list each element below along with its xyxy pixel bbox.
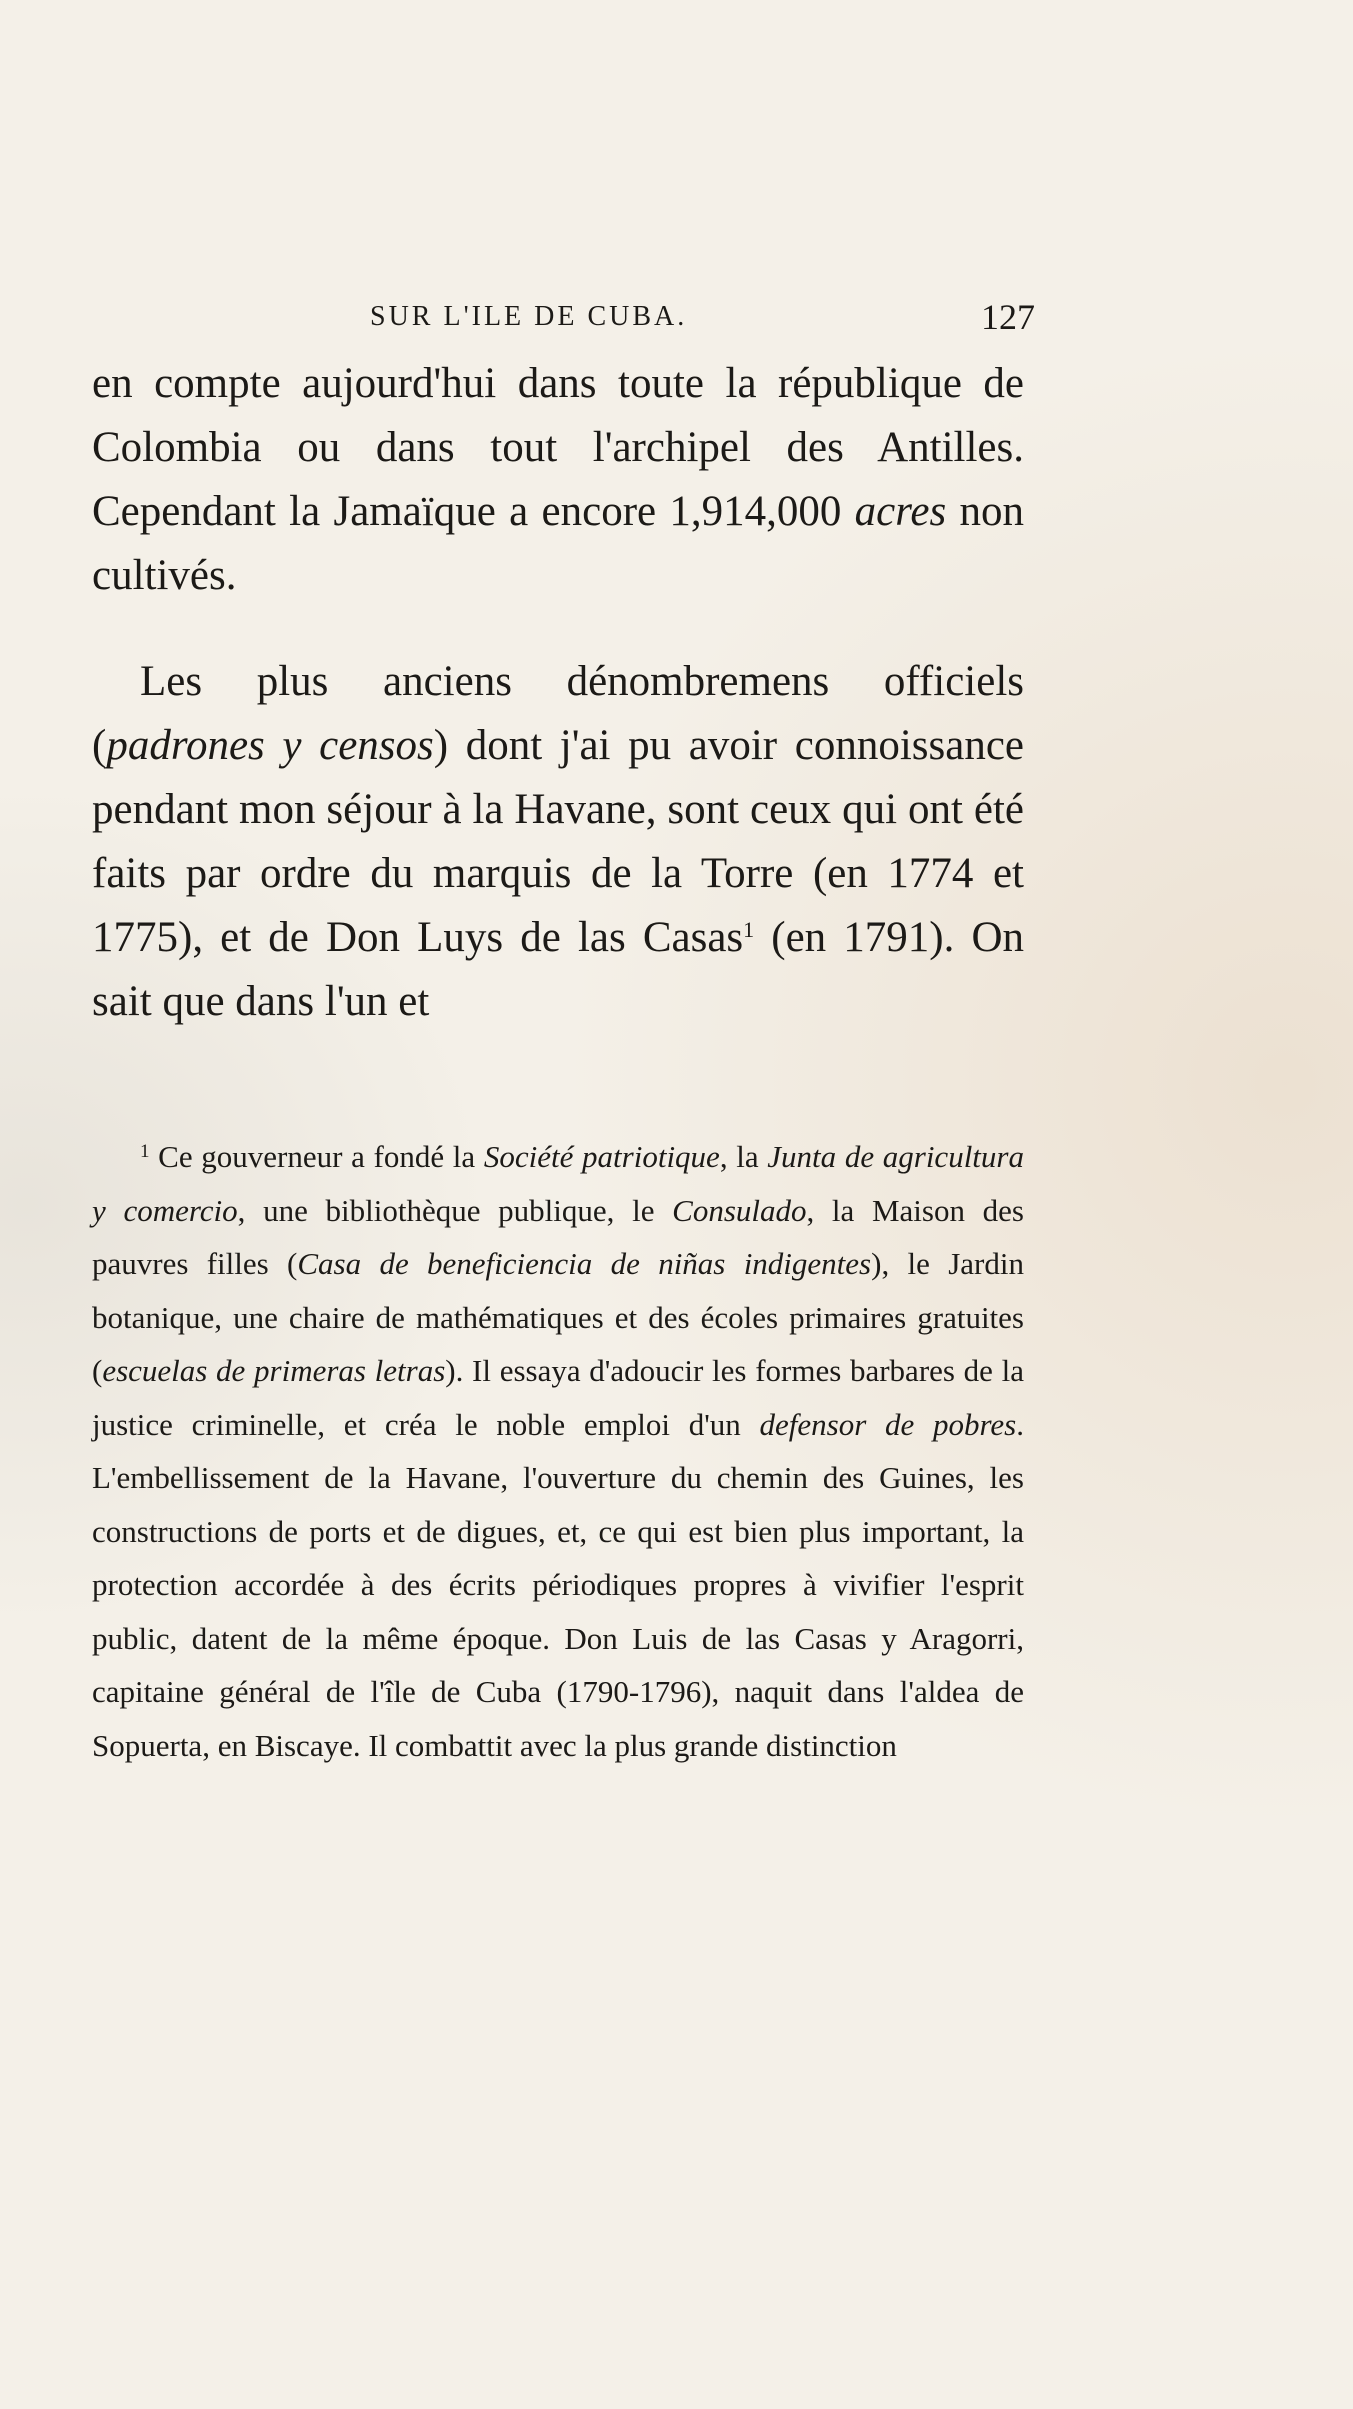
footnote-text: , la	[719, 1139, 768, 1174]
italic-term: Consulado	[672, 1192, 807, 1228]
footnote-mark: 1	[140, 1141, 150, 1162]
italic-term: Société patriotique	[483, 1139, 720, 1174]
italic-term: padrones y censos	[106, 722, 434, 769]
paragraph-continuation	[92, 352, 1024, 608]
footnote-text: Ce gouverneur a fondé la	[149, 1139, 484, 1174]
footnote-text: . L'embellissement de la Havane, l'ouverture du chemin des Guines, les constructions de ports et de digues, et, ce qui est bien plus important, la protection accordée à des écrits périodiques propres à vivifier l'esprit public, datent de la même époque. Don Luis de las Casas y Aragorri, capitaine général de l'île de Cuba (1790-1796), naquit dans l'aldea de Sopuerta, en Biscaye. Il combattit avec la plus grande distinction	[92, 1406, 1024, 1763]
footnote-text: ). Il essaya d'adoucir les formes barbares de la justice criminelle, et créa le noble emploi d'un	[92, 1353, 1024, 1442]
footnote	[92, 1130, 1024, 1772]
main-text	[92, 352, 1024, 1034]
footnote-reference: 1	[743, 917, 755, 942]
footnotes	[92, 1130, 1024, 1772]
italic-term: Junta de agricultura y comercio	[92, 1139, 1024, 1228]
footnote-text: , une bibliothèque publique, le	[237, 1192, 673, 1228]
paragraph-text: ) dont j'ai pu avoir connoissance pendant mon séjour à la Havane, sont ceux qui ont été faits par ordre du marquis de la Torre (en 1774 et 1775), et de Don Luys de las Casas	[92, 722, 1024, 961]
italic-term: acres	[854, 488, 947, 535]
page-number: 127	[981, 297, 1035, 337]
running-head	[90, 292, 1035, 342]
footnote-text: ), le Jardin botanique, une chaire de mathématiques et des écoles primaires gratuites (	[92, 1246, 1024, 1388]
paragraph-text: Les plus anciens dénombremens officiels (	[92, 658, 1024, 769]
paragraph-text: (en 1791). On sait que dans l'un et	[92, 914, 1024, 1025]
italic-term: Casa de beneficiencia de niñas indigentes	[297, 1246, 872, 1281]
paragraph-text: non cultivés.	[92, 488, 1025, 599]
paragraph-text: en compte aujourd'hui dans toute la république de Colombia ou dans tout l'archipel des Antilles. Cependant la Jamaïque a encore 1,914,000	[92, 360, 1024, 535]
italic-term: escuelas de primeras letras	[102, 1353, 446, 1388]
running-title: SUR L'ILE DE CUBA.	[370, 301, 688, 332]
paragraph	[92, 650, 1024, 1034]
footnote-text: , la Maison des pauvres filles (	[92, 1192, 1024, 1281]
italic-term: defensor de pobres	[759, 1406, 1017, 1442]
